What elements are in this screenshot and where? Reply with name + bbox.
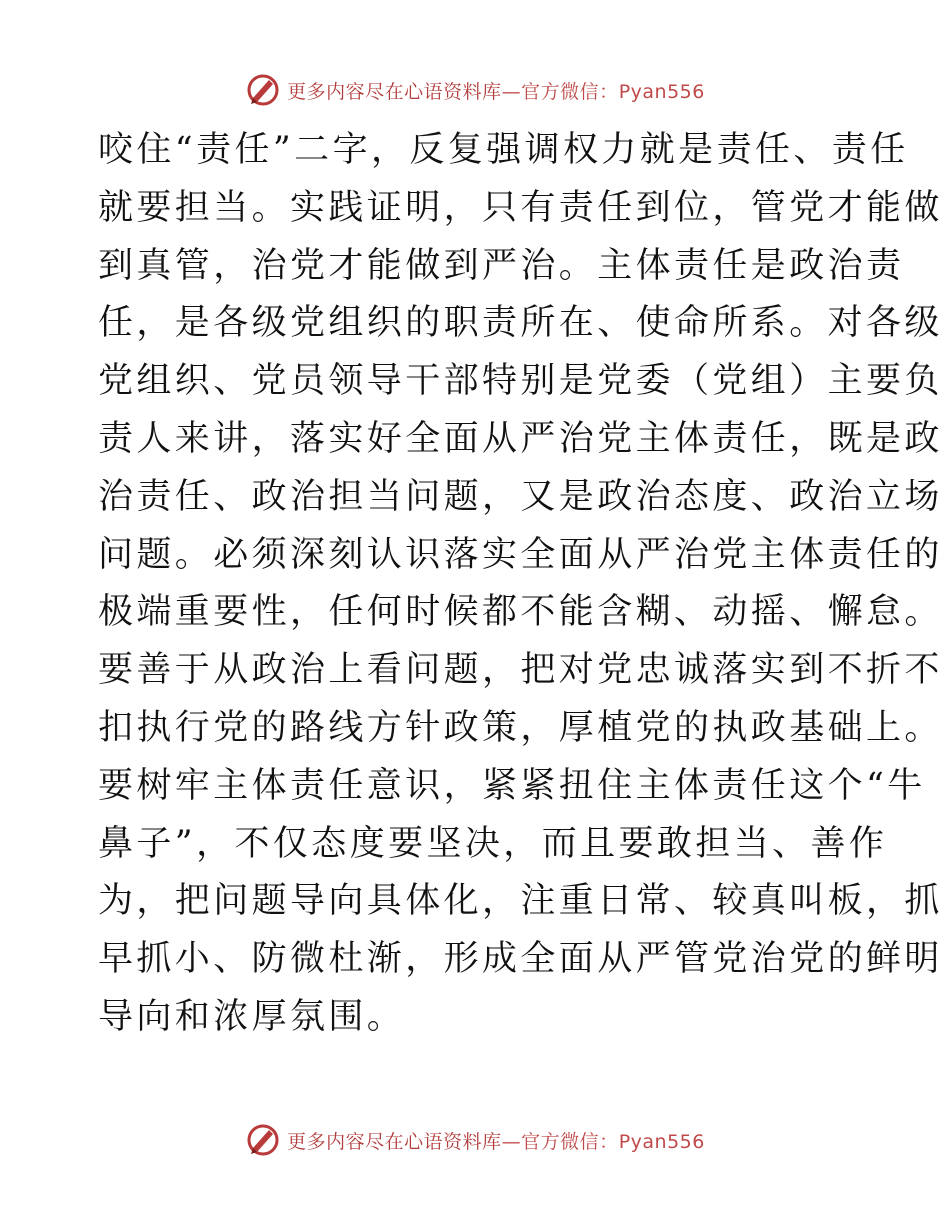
- header-brand: 更多内容尽在心语资料库: [287, 80, 502, 103]
- footer-brand: 更多内容尽在心语资料库: [287, 1130, 502, 1153]
- header-separator: —: [501, 80, 522, 103]
- body-line: 责人来讲，落实好全面从严治党主体责任，既是政: [98, 418, 943, 459]
- body-line: 问题。必须深刻认识落实全面从严治党主体责任的: [98, 534, 943, 575]
- body-line: 任，是各级党组织的职责所在、使命所系。对各级: [98, 303, 943, 344]
- body-line: 要树牢主体责任意识，紧紧扭住主体责任这个“牛: [98, 765, 926, 806]
- brand-logo-icon: [245, 72, 281, 108]
- brand-logo-icon: [245, 1122, 281, 1158]
- body-line: 要善于从政治上看问题，把对党忠诚落实到不折不: [98, 650, 943, 691]
- body-line: 极端重要性，任何时候都不能含糊、动摇、懈怠。: [98, 592, 943, 633]
- footer-wechat-id: Pyan556: [618, 1130, 705, 1153]
- body-line: 就要担当。实践证明，只有责任到位，管党才能做: [98, 187, 943, 228]
- body-line: 导向和浓厚氛围。: [98, 996, 406, 1037]
- body-line: 扣执行党的路线方针政策，厚植党的执政基础上。: [98, 707, 943, 748]
- body-text: [98, 122, 943, 1047]
- body-line: 为，把问题导向具体化，注重日常、较真叫板，抓: [98, 881, 943, 922]
- footer-banner: [0, 1120, 950, 1160]
- footer-separator: —: [501, 1130, 522, 1153]
- header-text: [287, 77, 705, 104]
- body-line: 到真管，治党才能做到严治。主体责任是政治责: [98, 245, 905, 286]
- header-banner: [0, 70, 950, 110]
- body-line: 治责任、政治担当问题，又是政治态度、政治立场: [98, 476, 943, 517]
- header-wechat-id: Pyan556: [618, 80, 705, 103]
- body-line: 鼻子”，不仅态度要坚决，而且要敢担当、善作: [98, 823, 888, 864]
- body-line: 党组织、党员领导干部特别是党委（党组）主要负: [98, 361, 943, 402]
- footer-text: [287, 1127, 705, 1154]
- body-line: 咬住“责任”二字，反复强调权力就是责任、责任: [98, 130, 909, 170]
- header-wechat-label: 官方微信：: [521, 80, 619, 103]
- footer-wechat-label: 官方微信：: [521, 1130, 619, 1153]
- body-line: 早抓小、防微杜渐，形成全面从严管党治党的鲜明: [98, 939, 943, 980]
